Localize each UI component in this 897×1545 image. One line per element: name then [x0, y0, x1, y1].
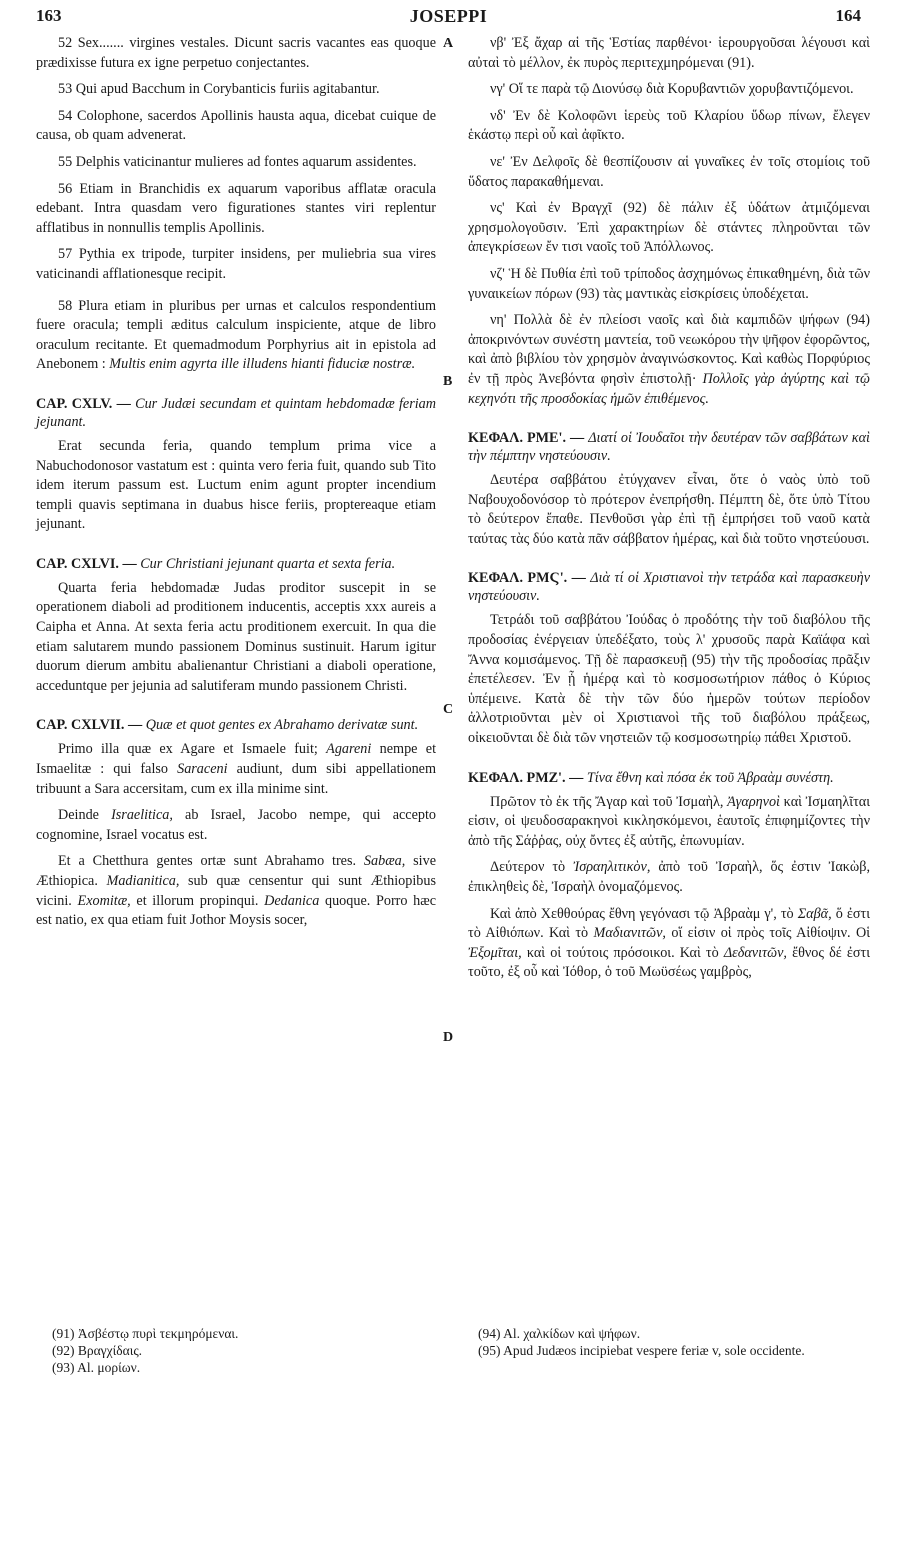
text-run: Δεύτερον τὸ: [490, 859, 566, 876]
latin-chapter-147-heading: [36, 716, 436, 734]
chapter-147-title: Quæ et quot gentes ex Abrahamo derivatæ sunt.: [145, 717, 419, 734]
latin-chapter-145-heading: [36, 395, 436, 431]
italic-run: Ἰσραηλιτικὸν,: [573, 859, 651, 876]
greek-para-52: νβ' Ἐξ ἄχαρ αἱ τῆς Ἑστίας παρθένοι· ἱερουργοῦσαι λέγουσι καὶ αὐταὶ τὸ μέλλον, ἐκ πυρὸς περιτεχμηρόμεναι (91).: [468, 35, 870, 71]
greek-column: [468, 34, 870, 990]
latin-para-54: 54 Colophone, sacerdos Apollinis hausta aqua, dicebat cuique de causa, ob quam advenerat.: [36, 107, 436, 144]
greek-chapter-147-para-3: [468, 905, 870, 983]
text-run: Primo illa quæ ex Agare et Ismaele fuit;: [58, 741, 318, 758]
latin-chapter-145-text: Erat secunda feria, quando templum prima vice a Nabuchodonosor vastatum est : quinta vero feria fuit, quando sub Tito idem iterum passum est. Luctum enim agunt propter incendium templi quavis septimana in duabus hisce feriis, proptereaque etiam jejunant.: [36, 437, 436, 533]
text-run: Πρῶτον τὸ ἐκ τῆς Ἄγαρ καὶ τοῦ Ἰσμαὴλ,: [490, 793, 724, 810]
greek-chapter-147-para-2: [468, 858, 870, 897]
margin-letter-c: C: [443, 702, 454, 717]
text-run: sub quæ censentur qui sunt Æthiopibus vicini.: [36, 873, 437, 909]
chapter-147-number: CAP. CXLVII. —: [36, 717, 143, 734]
latin-para-58: [36, 297, 436, 375]
greek-chapter-145-number: ΚΕΦΑΛ. ΡΜΕ'. —: [468, 430, 585, 447]
chapter-146-number: CAP. CXLVI. —: [36, 555, 137, 572]
greek-chapter-146-text: Τετράδι τοῦ σαββάτου Ἰούδας ὁ προδότης τὴν τοῦ διαβόλου τῆς προδοσίας ἐνέργειαν ὑπεδέξατο, τοὺς λ' χρυσοῦς παρὰ Καϊάφα καὶ Ἄννα κομισάμενος. Τῇ δὲ παρασκευῇ (95) τὴν τῆς προδοσίας πρᾶξιν ἐπετέλεσεν. Ἐν ᾗ ἡμέρᾳ καὶ τὸ κοσμοσωτήριον πάθος ὁ Κύριος ὑπέμεινε. Κατὰ δὲ τὴν τῶν δύο ἡμερῶν τούτων περίοδον ἀλλοτριοῦνται μὲν οἱ Χριστιανοὶ τῆς τοῦ διαβόλου πράξεως, οἰκειοῦνται δὲ διὰ τῶν νηστειῶν τῷ κοσμοσωτηρίῳ πάθει Χριστοῦ.: [468, 612, 870, 747]
margin-letter-a: A: [443, 36, 454, 51]
text-run: ἀπὸ τοῦ Ἰσραὴλ, ὅς ἐστιν Ἰακὼβ, ἐπικληθεὶς δὲ, Ἰσραὴλ ὀνομαζόμενος.: [468, 859, 871, 895]
footnote-92: (92) Βραγχίδαις.: [52, 1343, 143, 1358]
italic-run: Δεδανιτῶν,: [723, 944, 787, 961]
text-run: ἔθνος δέ ἐστι τοῦτο, ἐξ οὗ καὶ Ἰόθορ, ὁ τοῦ Μωϋσέως γαμβρὸς,: [468, 944, 871, 981]
latin-para-55: 55 Delphis vaticinantur mulieres ad fontes aquarum assidentes.: [58, 153, 417, 170]
italic-run: Σαβᾶ,: [797, 905, 832, 922]
footnote-95: (95) Apud Judæos incipiebat vespere feriæ v, sole occidente.: [478, 1343, 805, 1358]
text-run: sive Æthiopica.: [36, 853, 437, 889]
text-run: ὅ ἐστι τὸ Αἰθιόπων. Καὶ τὸ: [468, 905, 871, 942]
text-run: audiunt, dum sibi appellationem tribuunt a Sara accersitam, cum ex illa minime sint.: [36, 761, 436, 797]
greek-para-56: νς' Καὶ ἐν Βραγχῖ (92) δὲ πάλιν ἐξ ὑδάτων ἀτμιζόμεναι χρησμολογοῦσιν. Ἐπὶ χαρακτηρίων δὲ στάντες πληροῦνται τῶν ἀπεγκρίσεων ἔν τισι ναοῖς τοῦ Ἀπόλλωνος.: [468, 200, 870, 256]
italic-run: Μαδιανιτῶν,: [593, 925, 666, 942]
italic-run: Dedanica: [264, 892, 320, 909]
italic-run: Exomitæ,: [77, 892, 131, 909]
page-header: [36, 6, 861, 32]
greek-chapter-147-heading: [468, 769, 870, 787]
footnote-93: (93) Al. μορίων.: [52, 1360, 141, 1375]
footnotes-right: [478, 1325, 870, 1359]
chapter-145-title: Cur Judæi secundam et quintam hebdomadæ feriam jejunant.: [36, 395, 437, 430]
greek-para-53: νγ' Οἵ τε παρὰ τῷ Διονύσῳ διὰ Κορυβαντιῶν χορυβαντιζόμενοι.: [490, 81, 854, 98]
latin-para-52: 52 Sex....... virgines vestales. Dicunt sacris vacantes eas quoque prædixisse futura ex igne perpetuo conjectantes.: [36, 35, 436, 71]
text-run: Deinde: [58, 807, 99, 824]
greek-chapter-147-para-1: [468, 793, 870, 852]
latin-chapter-147-para-3: [36, 852, 436, 930]
greek-para-58-quote: Πολλοῖς γὰρ ἀγύρτης καὶ τῷ κεχηνότι τῆς προσδοκίας ἡμῶν ἐπιθέμενος.: [468, 370, 870, 407]
italic-run: Israelitica,: [111, 807, 173, 824]
greek-para-58: [468, 311, 870, 409]
footnotes-left: [52, 1325, 412, 1376]
chapter-146-title: Cur Christiani jejunant quarta et sexta feria.: [140, 555, 396, 572]
latin-column: [36, 34, 436, 938]
latin-para-53: 53 Qui apud Bacchum in Corybanticis furiis agitabantur.: [58, 81, 380, 98]
greek-chapter-145-text: Δευτέρα σαββάτου ἐτύγχανεν εἶναι, ὅτε ὁ ναὸς ὑπὸ τοῦ Ναβουχοδονόσορ τὸ πρότερον ἐνεπρήσθη. Πέμπτη δὲ, ὅτε ὑπὸ Τίτου τὸ δεύτερον ἔπαθε. Πενθοῦσι γὰρ ἐπὶ τῇ ἐμπρήσει τοῦ ναοῦ κατὰ ταύτας τὰς δύο κατὰ πᾶν σάββατον ἡμέρας, καὶ διὰ τοῦτο νηστεύουσι.: [468, 472, 870, 547]
latin-para-58-text: 58 Plura etiam in pluribus per urnas et calculos respondentium fuere oracula; templi æditus calculum inspiciente, atque de libro oraculum recitante. Et quemadmodum Porphyrius ait in epistola ad Anebonem :: [36, 297, 436, 373]
greek-para-55: νε' Ἐν Δελφοῖς δὲ θεσπίζουσιν αἱ γυναῖκες ἐν τοῖς στομίοις τοῦ ὕδατος παρακαθήμεναι.: [468, 153, 870, 190]
greek-para-54: νδ' Ἐν δὲ Κολοφῶνι ἱερεὺς τοῦ Κλαρίου ὕδωρ πίνων, ἔλεγεν ἑκάστῳ περὶ οὗ καὶ ἀφῖκτο.: [468, 107, 870, 144]
greek-chapter-147-title: Τίνα ἔθνη καὶ πόσα ἐκ τοῦ Ἀβραὰμ συνέστη.: [586, 769, 834, 786]
text-run: nempe et Ismaelitæ : qui falso: [36, 741, 437, 778]
greek-para-57: νζ' Ἡ δὲ Πυθία ἐπὶ τοῦ τρίποδος ἀσχημόνως ἐπικαθημένη, διὰ τῶν γυναικείων πόρων (93) τὰς μαντικὰς εἰσκρίσεις ὑποδέχεται.: [468, 265, 870, 302]
latin-para-58-quote: Multis enim agyrta ille illudens hianti fiduciæ nostræ.: [109, 356, 416, 373]
footnote-91: (91) Ἀσβέστῳ πυρὶ τεκμηρόμεναι.: [52, 1326, 239, 1341]
greek-para-58-text: νη' Πολλὰ δὲ ἐν πλείοσι ναοῖς καὶ διὰ καμπιδῶν ψήφων (94) ἀποκρινόντων συνέστη μαντεία, τοῦ νεωκόρου τὴν ψῆφον ἐφορῶντος, καὶ ἀπὸ βιβλίου τὸν χρησμὸν ἀναγινώσκοντος. Καὶ καθὼς Πορφύριος ἐν τῇ πρὸς Ἀνεβόντα φησὶν ἐπιστολῇ·: [468, 312, 870, 387]
latin-chapter-146-heading: [36, 555, 436, 573]
greek-chapter-147-number: ΚΕΦΑΛ. ΡΜΖ'. —: [468, 769, 584, 786]
text-run: et illorum propinqui.: [136, 892, 259, 909]
text-run: καὶ οἱ τούτοις πρόσοικοι. Καὶ τὸ: [526, 944, 719, 961]
text-run: Καὶ ἀπὸ Χεθθούρας ἔθνη γεγόνασι τῷ Ἀβραὰμ γ', τὸ: [490, 905, 794, 922]
text-run: οἵ εἰσιν οἱ πρὸς τοῖς Αἰθίοψιν. Οἱ: [671, 925, 871, 942]
footnote-94: (94) Al. χαλκίδων καὶ ψήφων.: [478, 1326, 641, 1341]
text-run: καὶ Ἰσμαηλῖται εἰσιν, οἱ ψευδοσαρακηνοὶ κικλησκόμενοι, ἑαυτοῖς ἐπιφημίζοντες τὴν ἀπὸ τῆς Σάῤῥας, οὐχ ὄντες ἐξ αὐτῆς, ἐπωνυμίαν.: [468, 793, 871, 849]
latin-chapter-146-text: Quarta feria hebdomadæ Judas proditor suscepit in se operationem diaboli ad proditionem inducentis, acceptis xxx aureis a Caipha et Anna. At sexta feria actu proditionem exercuit. In qua die etiam salutarem mundo passionem Dominus sustinuit. Harum igitur duorum dierum ambitu abalienantur Christiani a diaboli operatione, acceduntque per jejunia ad salutiferam mundo passionem Christi.: [36, 579, 436, 694]
chapter-145-number: CAP. CXLV. —: [36, 395, 131, 412]
page-number-left: 163: [36, 6, 62, 25]
latin-chapter-147-para-2: [36, 806, 436, 845]
text-run: Et a Chetthura gentes ortæ sunt Abrahamo tres.: [58, 853, 357, 870]
italic-run: Agareni: [326, 741, 372, 758]
italic-run: Ἀγαρηνοὶ: [727, 793, 780, 810]
italic-run: Sabæa,: [363, 853, 406, 870]
running-title: JOSEPPI: [409, 6, 488, 26]
greek-chapter-146-title: Διὰ τί οἱ Χριστιανοὶ τὴν τετράδα καὶ παρασκευὴν νηστεύουσιν.: [468, 570, 871, 605]
greek-chapter-145-title: Διατί οἱ Ἰουδαῖοι τὴν δευτέραν τῶν σαββάτων καὶ τὴν πέμπτην νηστεύουσιν.: [468, 430, 870, 465]
greek-chapter-146-number: ΚΕΦΑΛ. ΡΜϚ'. —: [468, 570, 586, 587]
italic-run: Madianitica,: [106, 873, 180, 889]
italic-run: Ἐξομῖται,: [468, 944, 522, 961]
latin-chapter-147-para-1: [36, 740, 436, 799]
greek-chapter-145-heading: [468, 429, 870, 465]
latin-para-57: 57 Pythia ex tripode, turpiter insidens, per muliebria sua vires vaticinandi afflationesque recipit.: [36, 246, 436, 282]
margin-letter-d: D: [443, 1030, 454, 1045]
greek-chapter-146-heading: [468, 569, 870, 605]
text-run: quoque. Porro hæc est natio, ex qua etiam fuit Jothor Moysis socer,: [36, 892, 437, 929]
page-number-right: 164: [835, 6, 861, 25]
italic-run: Saraceni: [177, 761, 228, 778]
text-run: ab Israel, Jacobo nempe, qui accepto cognomine, Israel vocatus est.: [36, 807, 437, 843]
margin-letter-b: B: [443, 374, 453, 389]
latin-para-56: 56 Etiam in Branchidis ex aquarum vaporibus afflatæ oracula edebant. Intra quasdam vero figurationes stantes viri replentur afflatibus in nonnullis templis Apollinis.: [36, 180, 436, 236]
